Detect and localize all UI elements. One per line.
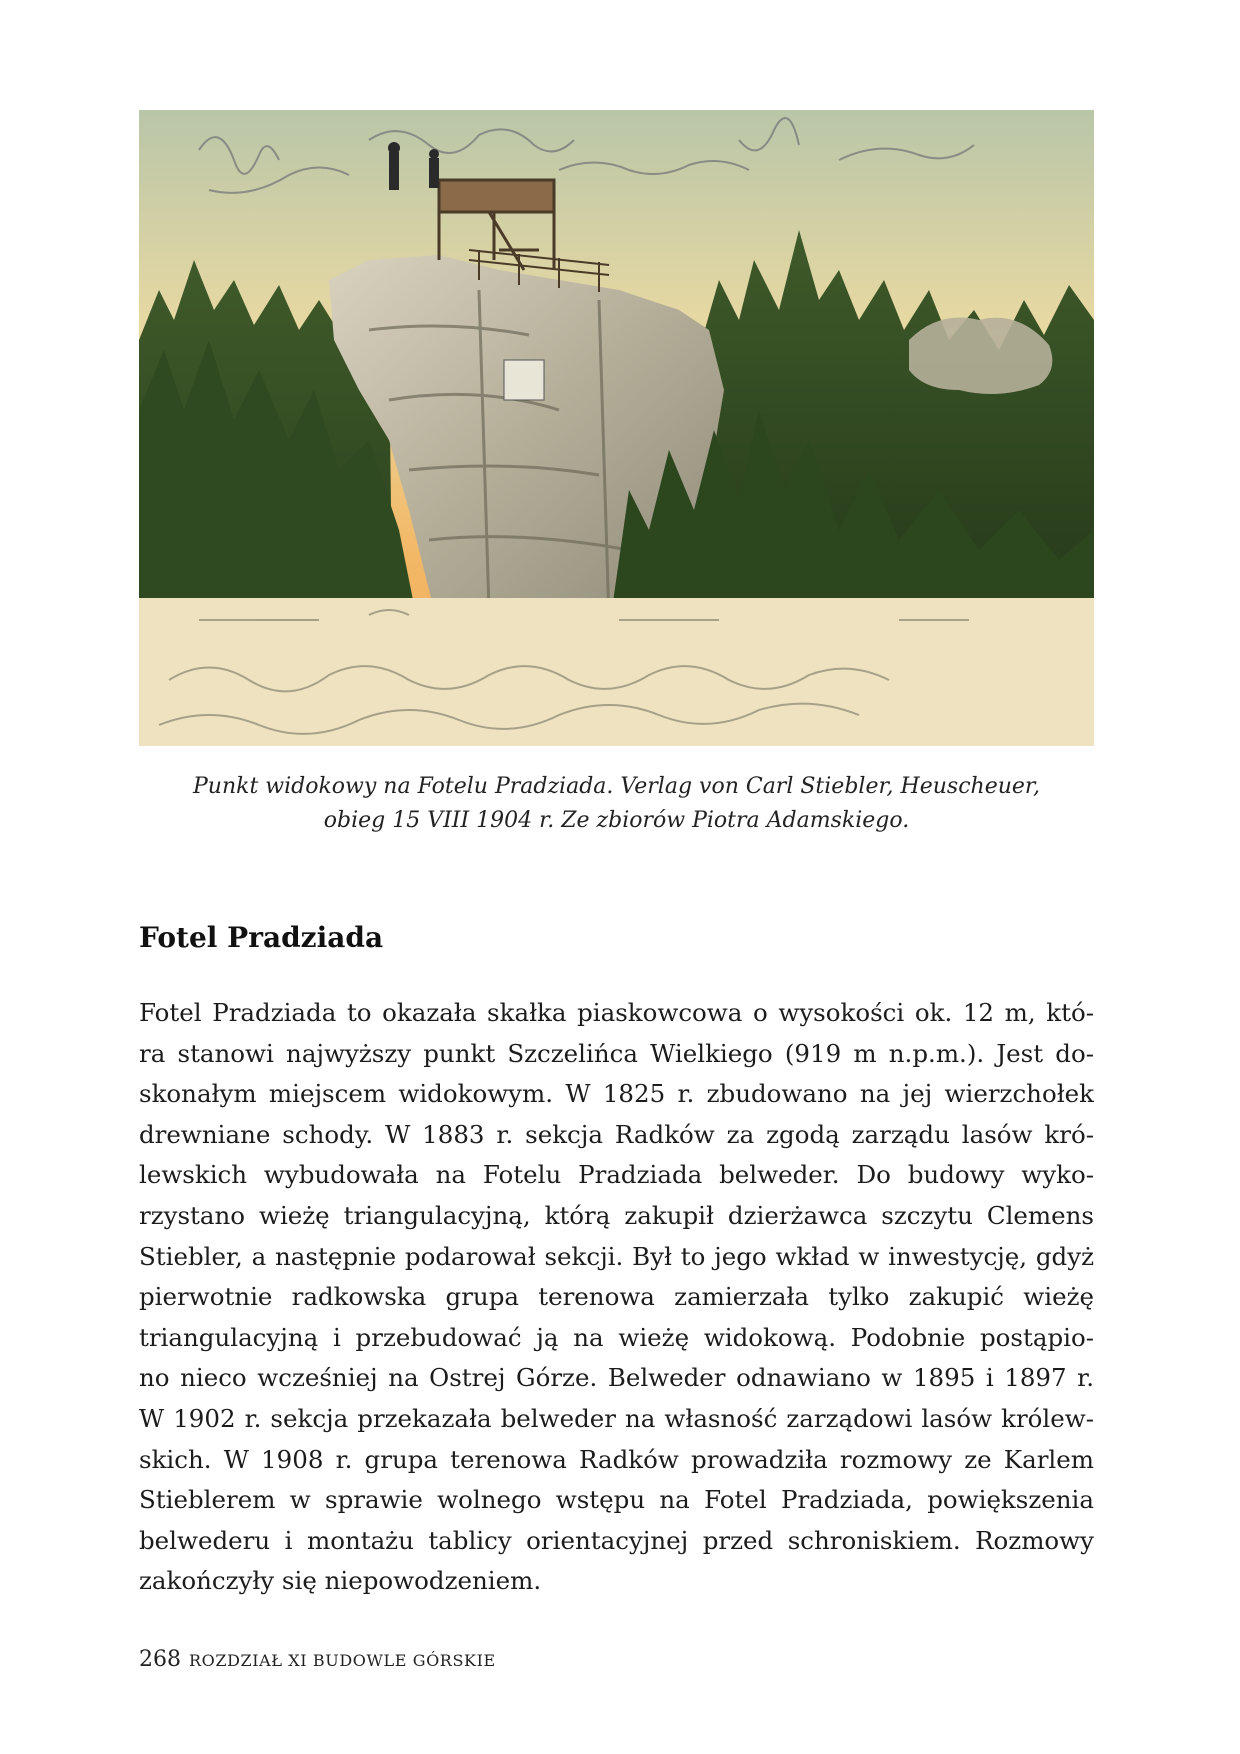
paragraph-line: W 1902 r. sekcja przekazała belweder na własność zarządowi lasów królew- [139, 1403, 1094, 1433]
paragraph-line: lewskich wybudowała na Fotelu Pradziada belweder. Do budowy wyko- [139, 1160, 1094, 1190]
paragraph-line: ra stanowi najwyższy punkt Szczelińca Wielkiego (919 m n.p.m.). Jest do- [139, 1038, 1094, 1068]
paragraph-line: Fotel Pradziada to okazała skałka piaskowcowa o wysokości ok. 12 m, któ- [139, 998, 1094, 1027]
page-number: 268 [139, 1647, 181, 1672]
caption-line: Punkt widokowy na Fotelu Pradziada. Verlag von Carl Stiebler, Heuscheuer, [192, 774, 1041, 799]
paragraph-line: no nieco wcześniej na Ostrej Górze. Belweder odnawiano w 1895 i 1897 r. [139, 1363, 1094, 1393]
body-paragraph [139, 993, 1094, 1602]
postcard-illustration [139, 110, 1094, 746]
paragraph-line: zakończyły się niepowodzeniem. [139, 1566, 542, 1596]
paragraph-line: belwederu i montażu tablicy orientacyjnej przed schroniskiem. Rozmowy [139, 1525, 1094, 1555]
figure-caption [139, 770, 1094, 838]
paragraph-line: pierwotnie radkowska grupa terenowa zamierzała tylko zakupić wieżę [139, 1282, 1094, 1312]
section-heading: Fotel Pradziada [139, 921, 384, 954]
page-footer [139, 1645, 496, 1676]
postcard-photo [139, 110, 1094, 746]
paragraph-line: triangulacyjną i przebudować ją na wieżę widokową. Podobnie postąpio- [139, 1322, 1094, 1352]
paragraph-line: drewniane schody. W 1883 r. sekcja Radków za zgodą zarządu lasów kró- [139, 1119, 1094, 1149]
running-title: ROZDZIAŁ XI BUDOWLE GÓRSKIE [189, 1651, 496, 1670]
paragraph-line: rzystano wieżę triangulacyjną, którą zakupił dzierżawca szczytu Clemens [139, 1200, 1094, 1230]
paragraph-line: Stiebler, a następnie podarował sekcji. Był to jego wkład w inwestycję, gdyż [139, 1241, 1094, 1271]
paragraph-line: Stieblerem w sprawie wolnego wstępu na Fotel Pradziada, powiększenia [139, 1485, 1094, 1515]
paragraph-line: skonałym miejscem widokowym. W 1825 r. zbudowano na jej wierzchołek [139, 1079, 1094, 1109]
paragraph-line: skich. W 1908 r. grupa terenowa Radków prowadziła rozmowy ze Karlem [139, 1444, 1094, 1474]
caption-line: obieg 15 VIII 1904 r. Ze zbiorów Piotra Adamskiego. [323, 808, 910, 833]
